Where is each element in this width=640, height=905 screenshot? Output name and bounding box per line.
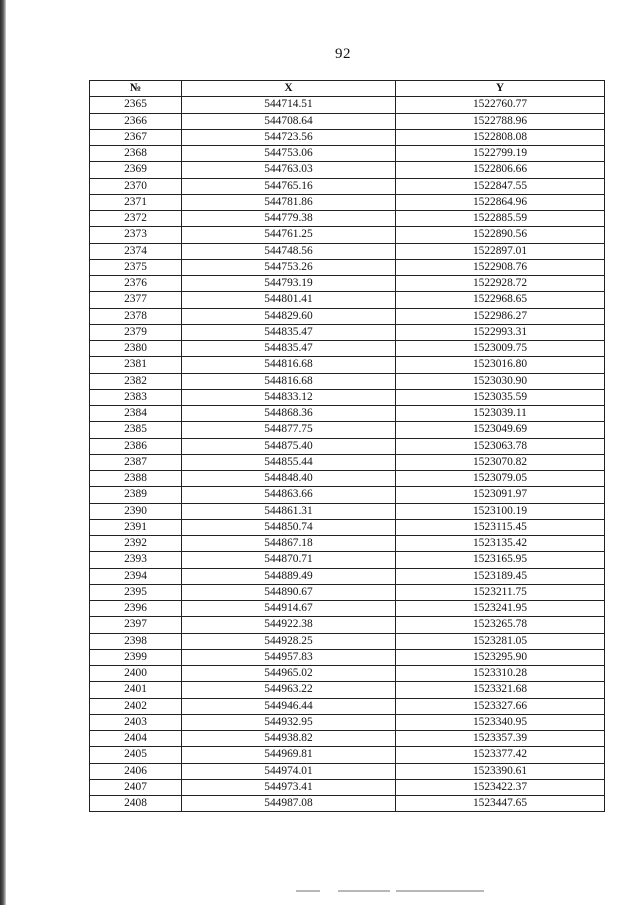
cell-number: 2407	[90, 779, 182, 795]
table-row	[90, 292, 605, 308]
cell-x: 544861.31	[182, 503, 396, 519]
scan-artifact-mark	[396, 890, 484, 892]
cell-y: 1523091.97	[396, 487, 605, 503]
cell-x: 544779.38	[182, 211, 396, 227]
cell-x: 544761.25	[182, 227, 396, 243]
cell-y: 1523189.45	[396, 568, 605, 584]
cell-y: 1523070.82	[396, 454, 605, 470]
cell-x: 544875.40	[182, 438, 396, 454]
cell-number: 2386	[90, 438, 182, 454]
cell-number: 2370	[90, 178, 182, 194]
cell-x: 544848.40	[182, 471, 396, 487]
cell-number: 2406	[90, 763, 182, 779]
cell-y: 1522897.01	[396, 243, 605, 259]
cell-x: 544867.18	[182, 536, 396, 552]
cell-number: 2384	[90, 406, 182, 422]
cell-y: 1522864.96	[396, 194, 605, 210]
cell-y: 1523390.61	[396, 763, 605, 779]
cell-number: 2378	[90, 308, 182, 324]
table-row	[90, 357, 605, 373]
cell-y: 1523265.78	[396, 617, 605, 633]
table-row	[90, 259, 605, 275]
cell-x: 544863.66	[182, 487, 396, 503]
table-row	[90, 146, 605, 162]
cell-x: 544833.12	[182, 389, 396, 405]
cell-number: 2390	[90, 503, 182, 519]
table-row	[90, 763, 605, 779]
cell-x: 544748.56	[182, 243, 396, 259]
cell-x: 544969.81	[182, 747, 396, 763]
cell-number: 2389	[90, 487, 182, 503]
cell-x: 544816.68	[182, 373, 396, 389]
cell-y: 1523016.80	[396, 357, 605, 373]
cell-x: 544932.95	[182, 714, 396, 730]
cell-number: 2382	[90, 373, 182, 389]
cell-y: 1522890.56	[396, 227, 605, 243]
cell-number: 2391	[90, 519, 182, 535]
cell-x: 544963.22	[182, 682, 396, 698]
cell-y: 1523310.28	[396, 666, 605, 682]
table-row	[90, 601, 605, 617]
cell-number: 2372	[90, 211, 182, 227]
table-row	[90, 243, 605, 259]
table-row	[90, 633, 605, 649]
cell-y: 1523100.19	[396, 503, 605, 519]
cell-y: 1523377.42	[396, 747, 605, 763]
cell-y: 1523281.05	[396, 633, 605, 649]
cell-x: 544763.03	[182, 162, 396, 178]
cell-x: 544829.60	[182, 308, 396, 324]
cell-y: 1523135.42	[396, 536, 605, 552]
cell-number: 2380	[90, 341, 182, 357]
table-row	[90, 731, 605, 747]
table-row	[90, 438, 605, 454]
cell-number: 2368	[90, 146, 182, 162]
cell-number: 2367	[90, 129, 182, 145]
table-row	[90, 129, 605, 145]
table-row	[90, 568, 605, 584]
cell-y: 1522847.55	[396, 178, 605, 194]
cell-y: 1522788.96	[396, 113, 605, 129]
table-row	[90, 649, 605, 665]
table-row	[90, 698, 605, 714]
cell-x: 544957.83	[182, 649, 396, 665]
cell-number: 2374	[90, 243, 182, 259]
table-row	[90, 389, 605, 405]
cell-number: 2392	[90, 536, 182, 552]
cell-number: 2403	[90, 714, 182, 730]
cell-x: 544890.67	[182, 584, 396, 600]
cell-number: 2387	[90, 454, 182, 470]
coordinates-table	[89, 80, 605, 812]
cell-x: 544714.51	[182, 97, 396, 113]
cell-number: 2399	[90, 649, 182, 665]
table-row	[90, 276, 605, 292]
table-row	[90, 503, 605, 519]
cell-number: 2394	[90, 568, 182, 584]
header-number: №	[90, 81, 182, 97]
table-row	[90, 113, 605, 129]
cell-y: 1523030.90	[396, 373, 605, 389]
table-row	[90, 519, 605, 535]
cell-number: 2379	[90, 324, 182, 340]
table-row	[90, 682, 605, 698]
cell-y: 1522799.19	[396, 146, 605, 162]
cell-number: 2373	[90, 227, 182, 243]
cell-y: 1523241.95	[396, 601, 605, 617]
header-y: Y	[396, 81, 605, 97]
cell-x: 544987.08	[182, 796, 396, 812]
cell-number: 2402	[90, 698, 182, 714]
cell-x: 544753.06	[182, 146, 396, 162]
cell-number: 2398	[90, 633, 182, 649]
cell-number: 2404	[90, 731, 182, 747]
table-row	[90, 714, 605, 730]
cell-x: 544723.56	[182, 129, 396, 145]
table-row	[90, 97, 605, 113]
cell-number: 2365	[90, 97, 182, 113]
cell-x: 544816.68	[182, 357, 396, 373]
table-row	[90, 227, 605, 243]
table-row	[90, 796, 605, 812]
cell-y: 1523422.37	[396, 779, 605, 795]
cell-number: 2385	[90, 422, 182, 438]
cell-y: 1523327.66	[396, 698, 605, 714]
table-row	[90, 373, 605, 389]
cell-y: 1523165.95	[396, 552, 605, 568]
cell-y: 1523321.68	[396, 682, 605, 698]
cell-number: 2396	[90, 601, 182, 617]
cell-y: 1522908.76	[396, 259, 605, 275]
table-row	[90, 341, 605, 357]
cell-x: 544973.41	[182, 779, 396, 795]
cell-x: 544922.38	[182, 617, 396, 633]
table-row	[90, 552, 605, 568]
cell-number: 2397	[90, 617, 182, 633]
table-row	[90, 194, 605, 210]
table-row	[90, 162, 605, 178]
table-row	[90, 779, 605, 795]
cell-x: 544793.19	[182, 276, 396, 292]
cell-x: 544877.75	[182, 422, 396, 438]
cell-x: 544889.49	[182, 568, 396, 584]
cell-x: 544708.64	[182, 113, 396, 129]
table-row	[90, 178, 605, 194]
cell-y: 1522885.59	[396, 211, 605, 227]
cell-number: 2376	[90, 276, 182, 292]
cell-y: 1522806.66	[396, 162, 605, 178]
cell-y: 1522968.65	[396, 292, 605, 308]
cell-y: 1523049.69	[396, 422, 605, 438]
cell-y: 1522986.27	[396, 308, 605, 324]
table-row	[90, 584, 605, 600]
cell-x: 544974.01	[182, 763, 396, 779]
table-row	[90, 471, 605, 487]
scan-binding-edge	[0, 0, 6, 905]
table-header-row	[90, 81, 605, 97]
cell-x: 544850.74	[182, 519, 396, 535]
cell-y: 1523079.05	[396, 471, 605, 487]
cell-number: 2400	[90, 666, 182, 682]
cell-number: 2405	[90, 747, 182, 763]
cell-number: 2393	[90, 552, 182, 568]
cell-number: 2369	[90, 162, 182, 178]
cell-x: 544946.44	[182, 698, 396, 714]
table-row	[90, 617, 605, 633]
table-row	[90, 324, 605, 340]
cell-y: 1523447.65	[396, 796, 605, 812]
cell-y: 1523039.11	[396, 406, 605, 422]
cell-x: 544965.02	[182, 666, 396, 682]
table-row	[90, 666, 605, 682]
cell-number: 2366	[90, 113, 182, 129]
cell-x: 544855.44	[182, 454, 396, 470]
cell-number: 2381	[90, 357, 182, 373]
cell-number: 2408	[90, 796, 182, 812]
cell-y: 1523340.95	[396, 714, 605, 730]
cell-number: 2395	[90, 584, 182, 600]
table-row	[90, 747, 605, 763]
cell-y: 1523211.75	[396, 584, 605, 600]
scan-artifact-mark	[338, 890, 390, 892]
cell-x: 544765.16	[182, 178, 396, 194]
cell-x: 544835.47	[182, 324, 396, 340]
table-body	[90, 97, 605, 812]
cell-number: 2377	[90, 292, 182, 308]
cell-number: 2375	[90, 259, 182, 275]
table-row	[90, 308, 605, 324]
cell-y: 1522760.77	[396, 97, 605, 113]
cell-y: 1522928.72	[396, 276, 605, 292]
page-number: 92	[335, 46, 351, 62]
cell-number: 2388	[90, 471, 182, 487]
table-row	[90, 422, 605, 438]
cell-number: 2401	[90, 682, 182, 698]
cell-y: 1523009.75	[396, 341, 605, 357]
cell-x: 544753.26	[182, 259, 396, 275]
cell-y: 1522808.08	[396, 129, 605, 145]
cell-y: 1522993.31	[396, 324, 605, 340]
cell-x: 544835.47	[182, 341, 396, 357]
cell-x: 544914.67	[182, 601, 396, 617]
cell-x: 544781.86	[182, 194, 396, 210]
cell-y: 1523063.78	[396, 438, 605, 454]
cell-x: 544870.71	[182, 552, 396, 568]
table-row	[90, 211, 605, 227]
cell-y: 1523035.59	[396, 389, 605, 405]
table-row	[90, 406, 605, 422]
table-row	[90, 536, 605, 552]
cell-number: 2371	[90, 194, 182, 210]
cell-y: 1523357.39	[396, 731, 605, 747]
cell-x: 544801.41	[182, 292, 396, 308]
cell-x: 544938.82	[182, 731, 396, 747]
scan-artifact-mark	[296, 890, 320, 892]
cell-y: 1523115.45	[396, 519, 605, 535]
cell-x: 544928.25	[182, 633, 396, 649]
cell-number: 2383	[90, 389, 182, 405]
table-row	[90, 454, 605, 470]
table-row	[90, 487, 605, 503]
cell-x: 544868.36	[182, 406, 396, 422]
cell-y: 1523295.90	[396, 649, 605, 665]
header-x: X	[182, 81, 396, 97]
